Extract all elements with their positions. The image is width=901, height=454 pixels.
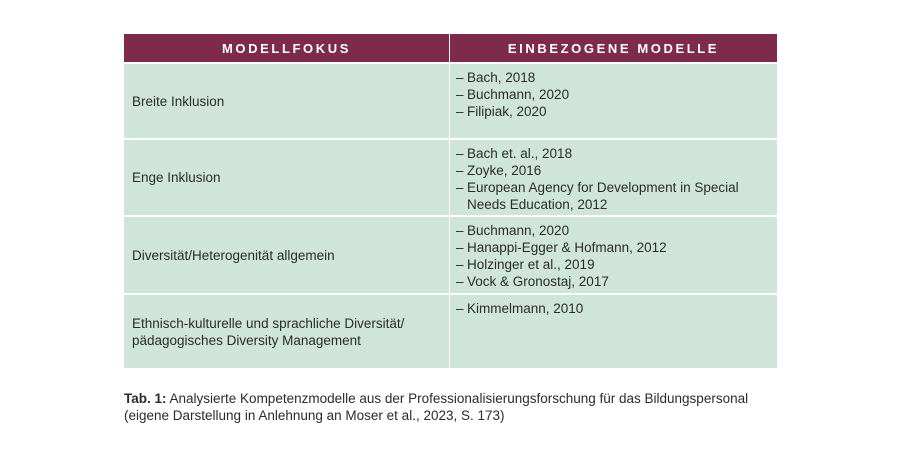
dash-marker: – [456,223,464,238]
dash-marker: – [456,274,464,289]
list-item: – Buchmann, 2020 [456,87,570,102]
dash-marker: – [456,70,464,85]
list-item: – Hanappi-Egger & Hofmann, 2012 [456,240,667,255]
models-cell [450,64,777,138]
list-item: – Holzinger et al., 2019 [456,257,595,272]
list-item: – Kimmelmann, 2010 [456,301,584,316]
list-item: – Filipiak, 2020 [456,104,547,119]
models-cell [450,217,777,293]
dash-marker: – [456,104,464,119]
focus-cell: Diversität/Heterogenität allgemein [124,217,450,293]
table-row [124,215,777,293]
focus-cell: Ethnisch-kulturelle und sprachliche Diversität/ pädagogisches Diversity Management [124,295,450,368]
dash-marker: – [456,180,464,195]
dash-marker: – [456,257,464,272]
table-caption [124,390,764,424]
dash-marker: – [456,87,464,102]
models-cell [450,295,777,368]
models-cell [450,140,777,215]
list-item: – European Agency for Development in Special Needs Education, 2012 [456,180,739,212]
models-table [124,34,777,368]
caption-label: Tab. 1: [124,391,167,406]
dash-marker: – [456,163,464,178]
dash-marker: – [456,240,464,255]
list-item: – Zoyke, 2016 [456,163,542,178]
focus-cell: Breite Inklusion [124,64,450,138]
table-row [124,138,777,215]
list-item: – Bach, 2018 [456,70,536,85]
table-row [124,293,777,368]
list-item: – Buchmann, 2020 [456,223,570,238]
dash-marker: – [456,301,464,316]
caption-text: Analysierte Kompetenzmodelle aus der Professionalisierungsforschung für das Bildungspersonal (eigene Darstellung in Anlehnung an Moser et al., 2023, S. 173) [124,391,749,423]
list-item: – Vock & Gronostaj, 2017 [456,274,609,289]
focus-cell: Enge Inklusion [124,140,450,215]
table-row [124,62,777,138]
table-header [124,34,777,62]
header-einbezogene-modelle: EINBEZOGENE MODELLE [507,40,720,56]
list-item: – Bach et. al., 2018 [456,146,573,161]
dash-marker: – [456,146,464,161]
header-modellfokus: MODELLFOKUS [124,34,450,62]
